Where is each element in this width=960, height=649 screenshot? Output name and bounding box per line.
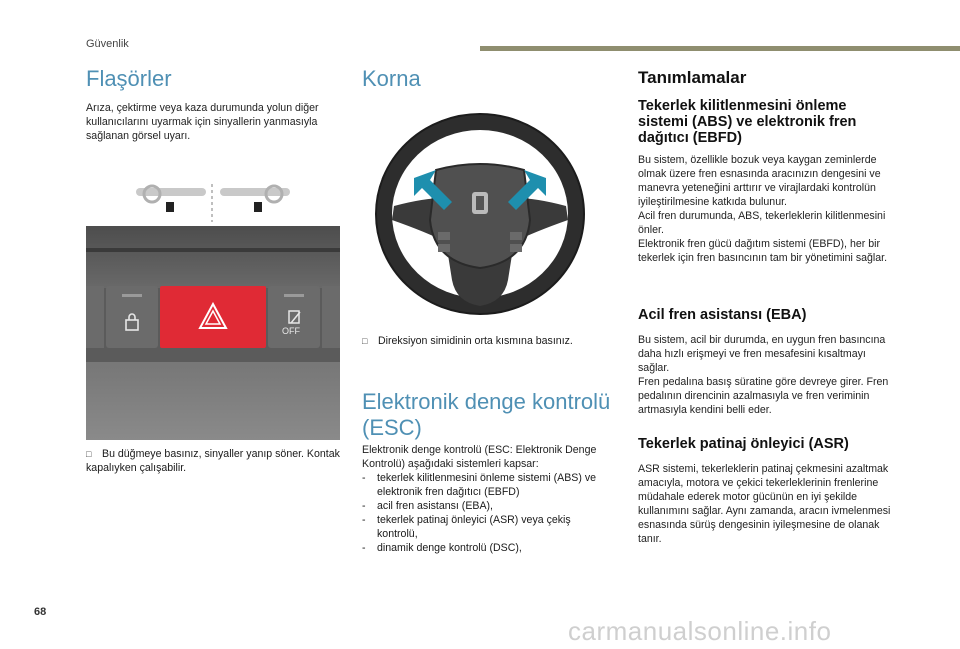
warning-off-icon xyxy=(286,308,304,326)
steering-pictogram-left xyxy=(136,186,206,212)
hazard-lights-title: Flaşörler xyxy=(86,66,172,91)
abs-text: Bu sistem, özellikle bozuk veya kaygan zeminlerde olmak üzere fren esnasında aracınızın dengesini ve manevra yeteneğini arttırır ve virajlardaki kontrolün iyileştirilmesine katkıda bulunur. Acil fren durumunda, ABS, tekerleklerin kilitlenmesini önler. Elektronik fren gücü dağıtım sistemi (EBFD), her bir tekerlek için fren basıncının tam bir yönetimini sağlar. xyxy=(638,154,888,264)
hazard-lights-intro: Arıza, çektirme veya kaza durumunda yolun diğer kullanıcılarını uyarmak için sinyallerin yanmasıyla sağlanan görsel uyarı. xyxy=(86,102,319,142)
page-number: 68 xyxy=(34,606,47,618)
asr-text: ASR sistemi, tekerleklerin patinaj çekmesini azaltmak amacıyla, motora ve çekici tekerleklerinin frenlerine müdahale ederek motor gücünün en iyi şekilde kullanımını sağlar. Aynı zamanda, aracın ivmelenmesi esnasında sürüş dengesinin iyileşmesine de olanak tanır. xyxy=(638,463,891,545)
eba-text: Bu sistem, acil bir durumda, en uygun fren basıncına daha hızlı erişmeyi ve fren mesafesini kısaltmayı sağlar. Fren pedalına basış süratine göre devreye girer. Fren pedalının direncinin azalmasıyla ve fren veriminin artmasıyla kendini belli eder. xyxy=(638,334,889,416)
horn-bullet xyxy=(362,334,612,348)
switch-panel-photo xyxy=(86,226,340,440)
header-rule xyxy=(480,46,960,51)
list-item: - tekerlek kilitlenmesini önleme sistemi (ABS) ve elektronik fren dağıtıcı (EBFD) xyxy=(362,472,597,498)
horn-bullet-text: Direksiyon simidinin orta kısmına basınız. xyxy=(378,335,573,347)
definitions-title: Tanımlamalar xyxy=(638,68,747,87)
watermark: carmanualsonline.info xyxy=(568,616,832,646)
steering-wheel-illustration xyxy=(366,102,594,322)
steering-pictogram-right xyxy=(220,186,290,212)
system-off-switch[interactable] xyxy=(268,286,320,348)
esc-system-list xyxy=(362,471,614,555)
steering-pictograms-illustration xyxy=(132,182,302,224)
esc-title-line1: Elektronik denge kontrolü xyxy=(362,389,611,414)
hazard-bullet xyxy=(86,447,341,475)
esc-intro: Elektronik denge kontrolü (ESC: Elektronik Denge Kontrolü) aşağıdaki sistemleri kapsar: xyxy=(362,444,597,470)
central-lock-switch[interactable] xyxy=(106,286,158,348)
abs-title: Tekerlek kilitlenmesini önleme sistemi (ABS) ve elektronik fren dağıtıcı (EBFD) xyxy=(638,98,857,146)
list-item: - tekerlek patinaj önleyici (ASR) veya çekiş kontrolü, xyxy=(362,514,571,540)
hazard-triangle-icon xyxy=(198,302,228,330)
off-label: OFF xyxy=(282,326,300,336)
eba-title: Acil fren asistansı (EBA) xyxy=(638,307,807,323)
hazard-warning-switch[interactable] xyxy=(160,286,266,348)
asr-title: Tekerlek patinaj önleyici (ASR) xyxy=(638,436,849,452)
esc-title-line2: (ESC) xyxy=(362,415,422,440)
horn-title: Korna xyxy=(362,66,421,91)
lock-icon xyxy=(122,312,142,332)
section-label: Güvenlik xyxy=(86,38,129,50)
esc-title xyxy=(362,389,612,441)
list-item: - dinamik denge kontrolü (DSC), xyxy=(362,542,522,554)
bullet-marker-icon: □ xyxy=(86,449,92,459)
peugeot-logo-icon xyxy=(472,192,488,214)
bullet-marker-icon: □ xyxy=(362,336,368,346)
hazard-bullet-text: Bu düğmeye basınız, sinyaller yanıp söner. Kontak kapalıyken çalışabilir. xyxy=(86,448,340,474)
list-item: - acil fren asistansı (EBA), xyxy=(362,500,493,512)
